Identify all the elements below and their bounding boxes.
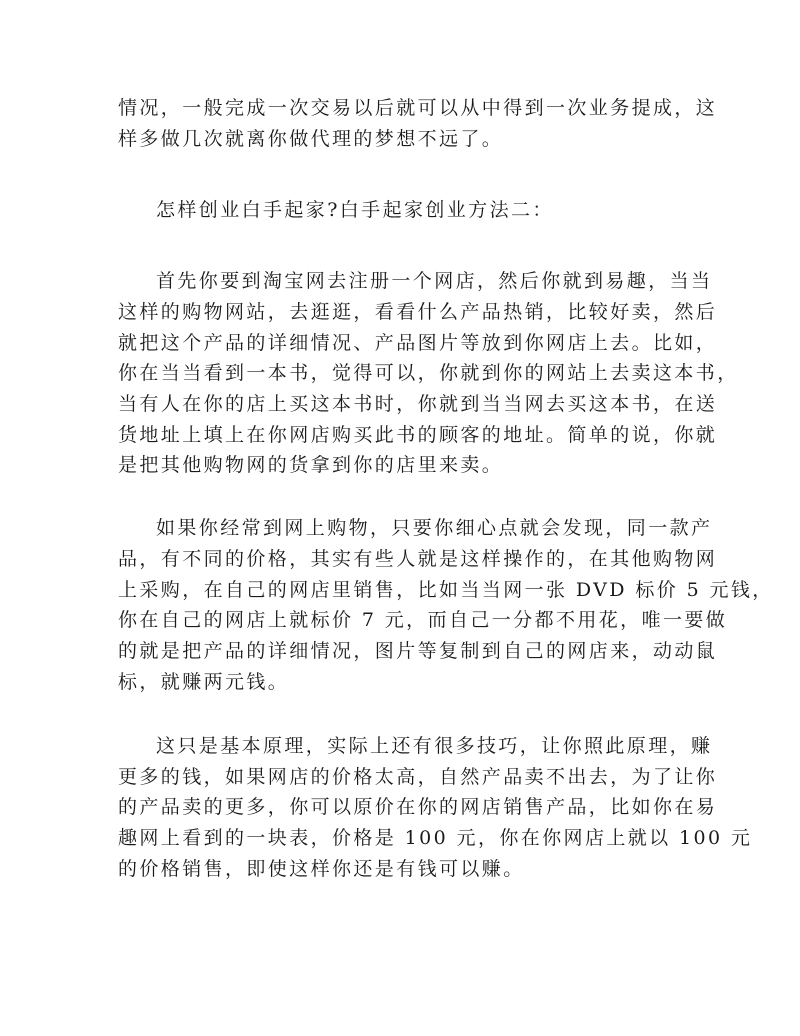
- text-line: 更多的钱，如果网店的价格太高，自然产品卖不出去，为了让你: [118, 766, 718, 788]
- text-line: 你在自己的网店上就标价 7 元，而自己一分都不用花，唯一要做: [118, 609, 728, 631]
- text-line: 标，就赚两元钱。: [118, 671, 290, 693]
- text-line: 品，有不同的价格，其实有些人就是这样操作的，在其他购物网: [118, 548, 718, 570]
- text-line: 的价格销售，即使这样你还是有钱可以赚。: [118, 858, 525, 880]
- text-line: 你在当当看到一本书，觉得可以，你就到你的网站上去卖这本书，: [118, 362, 739, 384]
- text-line: 趣网上看到的一块表，价格是 100 元，你在你网店上就以 100 元: [118, 827, 753, 849]
- text-line: 货地址上填上在你网店购买此书的顾客的地址。简单的说，你就: [118, 424, 718, 446]
- text-line: 是把其他购物网的货拿到你的店里来卖。: [118, 454, 504, 476]
- text-line: 情况，一般完成一次交易以后就可以从中得到一次业务提成，这: [118, 97, 718, 119]
- text-line: 当有人在你的店上买这本书时，你就到当当网去买这本书，在送: [118, 393, 718, 415]
- text-line: 上采购，在自己的网店里销售，比如当当网一张 DVD 标价 5 元钱，: [118, 579, 774, 601]
- text-line: 这样的购物网站，去逛逛，看看什么产品热销，比较好卖，然后: [118, 301, 718, 323]
- text-line: 的就是把产品的详细情况，图片等复制到自己的网店来，动动鼠: [118, 640, 718, 662]
- text-line: 如果你经常到网上购物，只要你细心点就会发现，同一款产: [156, 517, 713, 539]
- text-line: 就把这个产品的详细情况、产品图片等放到你网店上去。比如，: [118, 332, 718, 354]
- text-line: 样多做几次就离你做代理的梦想不远了。: [118, 128, 504, 150]
- text-line: 的产品卖的更多，你可以原价在你的网店销售产品，比如你在易: [118, 796, 718, 818]
- text-line: 首先你要到淘宝网去注册一个网店，然后你就到易趣，当当: [156, 270, 713, 292]
- text-line: 这只是基本原理，实际上还有很多技巧，让你照此原理，赚: [156, 735, 713, 757]
- heading-line: 怎样创业白手起家?白手起家创业方法二：: [156, 199, 554, 221]
